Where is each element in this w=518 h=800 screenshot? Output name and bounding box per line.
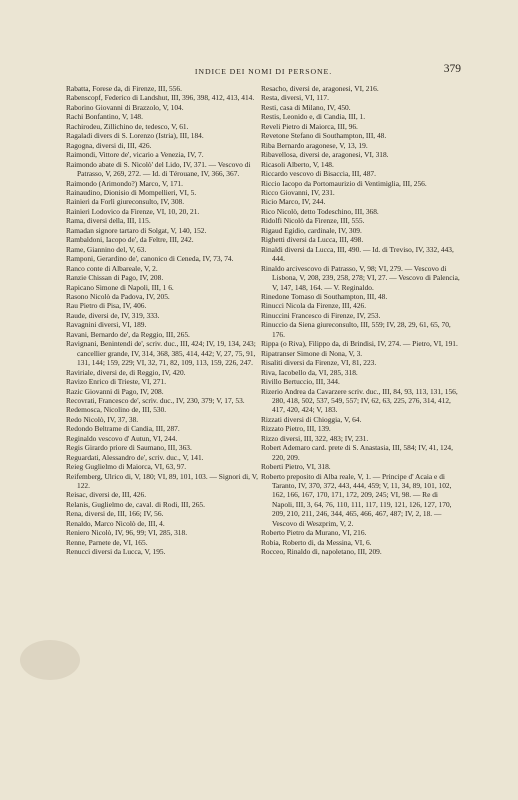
index-entry: Rainaudino, Dionisio di Mompellieri, VI, 5. (66, 187, 197, 197)
index-entry: Rinucci Nicola da Firenze, III, 426. (261, 301, 367, 311)
index-entry: Regis Girardo priore di Saumano, III, 363. (66, 443, 192, 453)
index-entry: Rizerio Andrea da Cavarzere scriv. duc., III, 84, 93, 113, 131, 156, 280, 418, 502, 537, 549, 557; IV, 62, 63, 225, 276, 314, 412, 417, 420, 424; V, 183. (261, 386, 458, 415)
index-entry: Ricio Marco, IV, 244. (261, 197, 326, 207)
index-entry: Ricasoli Alberto, V, 148. (261, 159, 334, 169)
index-entry: Resacho, diversi de, aragonesi, VI, 216. (261, 84, 379, 93)
index-entry: Riba Bernardo aragonese, V, 13, 19. (261, 140, 368, 150)
index-entry: Raviriale, diversi de, di Reggio, IV, 420. (66, 367, 186, 377)
running-header (66, 63, 461, 79)
index-entry: Raimondo (Arimondo?) Marco, V, 171. (66, 178, 183, 188)
index-entry: Renaldo, Marco Nicolò de, III, 4. (66, 518, 165, 528)
index-entry: Roberto Pietro da Murano, VI, 216. (261, 528, 367, 538)
index-entry: Rinaldo arcivescovo di Patrasso, V, 98; VI, 279. — Vescovo di Lisbona, V, 208, 239, 258, 278; VI, 27. — Vescovo di Palencia, V, 147, 148, 164. — V. Reginaldo. (261, 263, 460, 292)
index-entry: Ravizo Enrico di Trieste, VI, 271. (66, 377, 167, 387)
index-entry: Reieg Guglielmo di Maiorca, VI, 63, 97. (66, 462, 187, 472)
index-entry: Rizzato Pietro, III, 139. (261, 424, 331, 434)
index-entry: Redo Nicolò, IV, 37, 38. (66, 414, 139, 424)
index-entry: Restis, Leonido e, di Candia, III, 1. (261, 112, 366, 122)
index-entry: Redondo Beltrame di Candia, III, 287. (66, 424, 180, 434)
index-entry: Rabatta, Forese da, di Firenze, III, 556. (66, 84, 182, 93)
right-column (261, 84, 461, 557)
index-entry: Riccardo vescovo di Bisaccia, III, 487. (261, 169, 376, 179)
index-entry: Ricco Giovanni, IV, 231. (261, 187, 335, 197)
index-entry: Raude, diversi de, IV, 319, 333. (66, 310, 160, 320)
index-entry: Ravignani, Benintendi de', scriv. duc., III, 424; IV, 19, 134, 243; cancellier grande, IV, 314, 368, 385, 414, 442; V, 27, 75, 91, 131, 144; 159, 229; VI, 32, 71, 82, 109, 113, 159, 226, 247. (66, 339, 256, 368)
index-entry: Ravani, Bernardo de', da Reggio, III, 265. (66, 329, 190, 339)
index-entry: Rasono Nicolò da Padova, IV, 205. (66, 291, 170, 301)
index-entry: Roberto preposito di Alba reale, V, 1. — Principe d' Acaia e di Taranto, IV, 370, 372, 443, 444, 459; V, 11, 34, 89, 101, 102, 162, 166, 167, 170, 171, 172, 209, 245; VI, 98. — Re di Napoli, III, 3, 64, 76, 110, 111, 117, 119, 121, 126, 127, 170, 209, 210, 211, 246, 344, 465, 466, 467, 487; IV, 2, 18. — Vescovo di Weszprim, V, 2. (261, 471, 452, 528)
index-entry: Recovrati, Francesco de', scriv. duc., IV, 230, 379; V, 17, 53. (66, 395, 245, 405)
index-entry: Razic Giovanni di Pago, IV, 208. (66, 386, 164, 396)
index-entry: Ramponi, Gerardino de', canonico di Ceneda, IV, 73, 74. (66, 254, 234, 264)
index-entry: Rinedone Tomaso di Southampton, III, 48. (261, 291, 388, 301)
index-entry: Robia, Roberto di, da Messina, VI, 6. (261, 537, 372, 547)
index-entry: Rena, diversi de, III, 166; IV, 56. (66, 509, 164, 519)
index-entry: Reniero Nicolò, IV, 96, 99; VI, 285, 318. (66, 528, 188, 538)
index-entry: Reifemberg, Ulrico di, V, 180; VI, 89, 101, 103. — Signori di, V, 122. (66, 471, 258, 491)
index-entry: Ragaladi divers di S. Lorenzo (Istria), III, 184. (66, 131, 204, 141)
index-entry: Renucci diversi da Lucca, V, 195. (66, 547, 166, 557)
index-entry: Rinaldi diversi da Lucca, III, 490. — Id. di Treviso, IV, 332, 443, 444. (261, 244, 454, 264)
index-entry: Raborino Giovanni di Brazzolo, V, 104. (66, 102, 184, 112)
index-entry: Reveli Pietro di Maiorca, III, 96. (261, 121, 358, 131)
index-entry: Rigaud Egidio, cardinale, IV, 309. (261, 225, 362, 235)
index-entry: Robert Ademaro card. prete di S. Anastasia, III, 584; IV, 41, 124, 220, 209. (261, 443, 453, 462)
index-entry: Ravagnini diversi, VI, 189. (66, 320, 147, 330)
index-entry: Rippa (o Riva), Filippo da, di Brindisi, IV, 274. — Pietro, VI, 191. (261, 339, 458, 349)
paper-stain (20, 640, 80, 680)
index-entry: Ribavellosa, diversi de, aragonesi, VI, 318. (261, 150, 389, 160)
page-number: 379 (443, 63, 461, 75)
index-entry: Ragogna, diversi di, III, 426. (66, 140, 152, 150)
index-entry: Rau Pietro di Pisa, IV, 406. (66, 301, 147, 311)
index-entry: Righetti diversi da Lucca, III, 498. (261, 235, 364, 245)
index-entry: Risaliti diversi da Firenze, VI, 81, 223. (261, 358, 377, 368)
index-entry: Ridolfi Nicolò da Firenze, III, 555. (261, 216, 365, 226)
index-entry: Riva, Iacobello da, VI, 285, 318. (261, 367, 358, 377)
header-title: INDICE DEI NOMI DI PERSONE. (194, 67, 333, 76)
index-entry: Ranco conte di Albareale, V, 2. (66, 263, 158, 273)
index-entry: Rama, diversi della, III, 115. (66, 216, 151, 226)
index-entry: Reginaldo vescovo d' Autun, VI, 244. (66, 433, 178, 443)
index-entry: Resti, casa di Milano, IV, 450. (261, 102, 351, 112)
index-entry: Rame, Giannino del, V, 63. (66, 244, 147, 254)
index-entry: Raimondo abate di S. Nicolò' del Lido, IV, 371. — Vescovo di Patrasso, V, 269, 272. — Id. di Térouane, IV, 366, 367. (66, 159, 251, 179)
index-entry: Renne, Parnete de, VI, 165. (66, 537, 148, 547)
index-entry: Rapicano Simone di Napoli, III, 1 6. (66, 282, 174, 292)
index-entry: Roberti Pietro, VI, 318. (261, 462, 331, 472)
index-entry: Resta, diversi, VI, 117. (261, 93, 329, 103)
index-entry: Rainieri Lodovico da Firenze, VI, 10, 20, 21. (66, 206, 200, 216)
index-entry: Rachi Bonfantino, V, 148. (66, 112, 143, 122)
index-entry: Rivillo Bertuccio, III, 344. (261, 377, 340, 387)
index-entry: Ranzie Chissan di Pago, IV, 208. (66, 273, 164, 283)
index-entry: Rinuccio da Siena giureconsulto, III, 559; IV, 28, 29, 61, 65, 70, 176. (261, 320, 451, 339)
index-entry: Rocceo, Rinaldo di, napoletano, III, 209. (261, 547, 382, 557)
index-entry: Ripatranser Simone di Nona, V, 3. (261, 348, 363, 358)
index-entry: Rabenscopf, Federico di Landshut, III, 396, 398, 412, 413, 414. (66, 93, 255, 103)
index-entry: Redemosca, Nicolino de, III, 530. (66, 405, 167, 415)
index-entry: Riccio Iacopo da Portomaurizio di Ventimiglia, III, 256. (261, 178, 427, 188)
index-entry: Rachirodeu, Zillichino de, tedesco, V, 61. (66, 121, 189, 131)
index-entry: Rizzo diversi, III, 322, 483; IV, 231. (261, 433, 369, 443)
index-entry: Rico Nicolò, detto Todeschino, III, 368. (261, 206, 379, 216)
left-column (66, 84, 266, 557)
index-entry: Revetone Stefano di Southampton, III, 48. (261, 131, 387, 141)
index-entry: Rizzati diversi di Chioggia, V, 64. (261, 414, 362, 424)
index-entry: Rambaldoni, Iacopo de', da Feltre, III, 242. (66, 235, 194, 245)
index-entry: Rainieri da Forlì giureconsulto, IV, 308. (66, 197, 185, 207)
index-entry: Ramadan signore tartaro di Solgat, V, 140, 152. (66, 225, 207, 235)
index-entry: Raimondi, Vittore de', vicario a Venezia, IV, 7. (66, 150, 204, 160)
index-entry: Reguardati, Alessandro de', scriv. duc., V, 141. (66, 452, 204, 462)
index-entry: Relanis, Guglielmo de, caval. di Rodi, III, 265. (66, 499, 205, 509)
index-entry: Rinuccini Francesco di Firenze, IV, 253. (261, 310, 381, 320)
index-entry: Reisac, diversi de, III, 426. (66, 490, 147, 500)
